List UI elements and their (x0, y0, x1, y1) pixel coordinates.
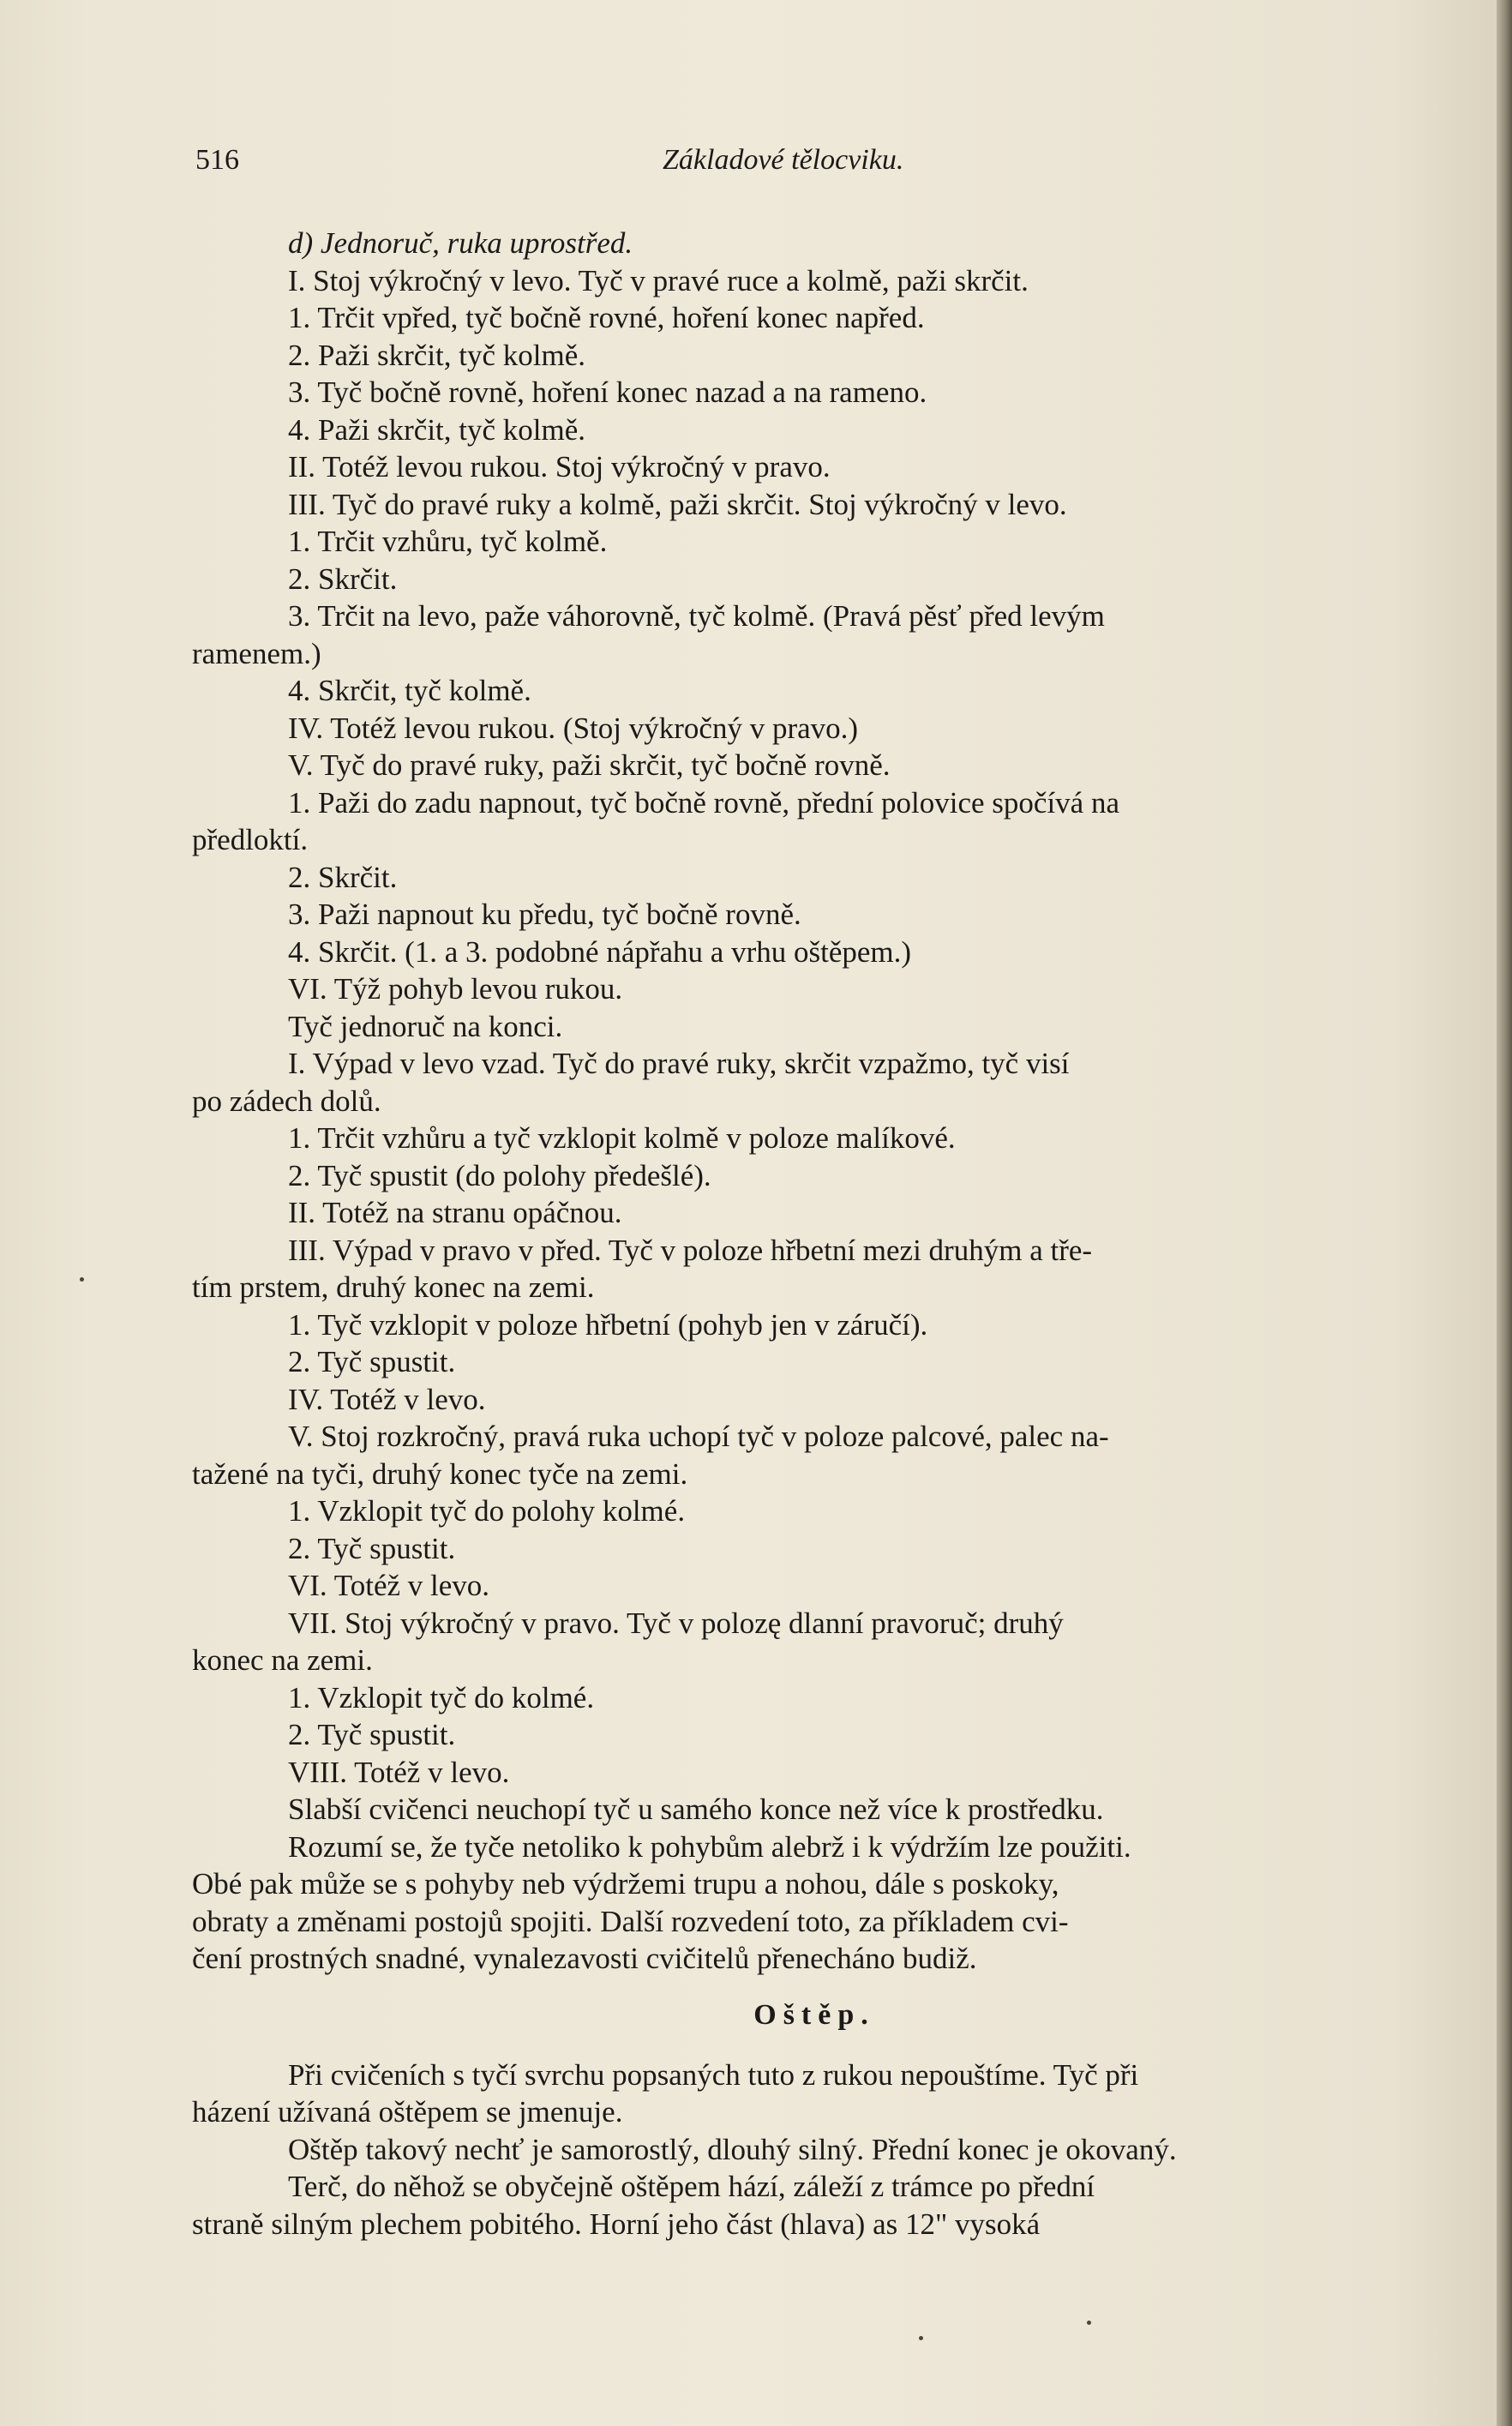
text-line: Obé pak může se s pohyby neb výdržemi trupu a nohou, dále s poskoky, (192, 1867, 1059, 1901)
text-line: 1. Trčit vzhůru a tyč vzklopit kolmě v poloze malíkové. (288, 1121, 956, 1155)
text-line: VIII. Totéž v levo. (288, 1755, 510, 1789)
text-line: Oštěp takový nechť je samorostlý, dlouhý silný. Přední konec je okovaný. (288, 2132, 1177, 2166)
text-line: Rozumí se, že tyče netoliko k pohybům alebrž i k výdržím lze použiti. (288, 1829, 1131, 1864)
text-line: V. Tyč do pravé ruky, paži skrčit, tyč bočně rovně. (288, 748, 891, 782)
text-line: 3. Tyč bočně rovně, hoření konec nazad a na rameno. (288, 375, 927, 409)
text-line: 2. Paži skrčit, tyč kolmě. (288, 338, 586, 372)
text-line: 4. Paži skrčit, tyč kolmě. (288, 412, 586, 447)
text-line: Slabší cvičenci neuchopí tyč u samého konce než více k prostředku. (288, 1792, 1104, 1826)
text-line: 3. Trčit na levo, paže váhorovně, tyč kolmě. (Pravá pěsť před levým (288, 599, 1105, 633)
text-line: I. Stoj výkročný v levo. Tyč v pravé ruce a kolmě, paži skrčit. (288, 263, 1029, 297)
text-line: VII. Stoj výkročný v pravo. Tyč v polozę dlanní pravoruč; druhý (288, 1606, 1064, 1640)
text-line: 1. Vzklopit tyč do kolmé. (288, 1680, 595, 1714)
text-line: 1. Tyč vzklopit v poloze hřbetní (pohyb jen v záručí). (288, 1307, 928, 1342)
paper-speck (1087, 2321, 1091, 2325)
text-line: ramenem.) (192, 636, 321, 670)
paper-speck (919, 2336, 923, 2340)
text-line: tažené na tyči, druhý konec tyče na zemi. (192, 1456, 688, 1491)
text-line: II. Totéž levou rukou. Stoj výkročný v pravo. (288, 450, 831, 483)
text-line: 3. Paži napnout ku předu, tyč bočně rovně. (288, 898, 801, 931)
subsection-title: d) Jednoruč, ruka uprostřed. (288, 226, 633, 260)
text-line: V. Stoj rozkročný, pravá ruka uchopí tyč v poloze palcové, palec na- (288, 1420, 1109, 1453)
text-line: IV. Totéž v levo. (288, 1382, 486, 1416)
text-line: po zádech dolů. (192, 1084, 381, 1118)
text-line: III. Výpad v pravo v před. Tyč v poloze hřbetní mezi druhým a tře- (288, 1233, 1093, 1267)
book-spine-shadow (1497, 0, 1512, 2426)
running-title: Základové tělocviku. (663, 144, 904, 176)
text-line: 2. Tyč spustit (do polohy předešlé). (288, 1158, 711, 1192)
text-line: 2. Tyč spustit. (288, 1718, 456, 1751)
text-line: Terč, do něhož se obyčejně oštěpem hází, záleží z trámce po přední (288, 2170, 1095, 2203)
text-line: 2. Tyč spustit. (288, 1531, 456, 1565)
text-line: 2. Tyč spustit. (288, 1345, 456, 1378)
text-line: VI. Totéž v levo. (288, 1569, 490, 1602)
text-line: 2. Skrčit. (288, 561, 398, 596)
page-header (195, 144, 1435, 182)
text-line: Tyč jednoruč na konci. (288, 1009, 563, 1043)
text-line: IV. Totéž levou rukou. (Stoj výkročný v pravo.) (288, 711, 859, 745)
text-line: 4. Skrčit, tyč kolmě. (288, 674, 531, 707)
text-line: házení užívaná oštěpem se jmenuje. (192, 2095, 623, 2129)
text-line: obraty a změnami postojů spojiti. Další rozvedení toto, za příkladem cvi- (192, 1904, 1069, 1938)
text-line: straně silným plechem pobitého. Horní jeho část (hlava) as 12" vysoká (192, 2207, 1041, 2241)
text-line: 1. Vzklopit tyč do polohy kolmé. (288, 1494, 686, 1528)
text-line: 2. Skrčit. (288, 860, 398, 894)
text-line: 1. Trčit vpřed, tyč bočně rovné, hoření konec napřed. (288, 301, 925, 334)
text-line: konec na zemi. (192, 1643, 373, 1677)
text-line: 4. Skrčit. (1. a 3. podobné nápřahu a vrhu oštěpem.) (288, 934, 912, 969)
page-number: 516 (195, 144, 239, 176)
paper-speck (80, 1277, 84, 1282)
text-line: I. Výpad v levo vzad. Tyč do pravé ruky, skrčit vzpažmo, tyč visí (288, 1047, 1070, 1080)
text-line: čení prostných snadné, vynalezavosti cvičitelů přenecháno budiž. (192, 1942, 977, 1975)
text-line: 1. Trčit vzhůru, tyč kolmě. (288, 525, 608, 558)
text-line: III. Tyč do pravé ruky a kolmě, paži skrčit. Stoj výkročný v levo. (288, 487, 1067, 521)
section-heading: Oštěp. (753, 1998, 875, 2031)
page-body (192, 225, 1437, 2243)
text-line: Při cvičeních s tyčí svrchu popsaných tuto z rukou nepouštíme. Tyč při (288, 2057, 1139, 2092)
text-line: II. Totéž na stranu opáčnou. (288, 1196, 622, 1229)
text-line: tím prstem, druhý konec na zemi. (192, 1270, 595, 1304)
text-line: předloktí. (192, 823, 309, 856)
text-line: 1. Paži do zadu napnout, tyč bočně rovně, přední polovice spočívá na (288, 785, 1119, 820)
text-line: VI. Týž pohyb levou rukou. (288, 972, 623, 1006)
